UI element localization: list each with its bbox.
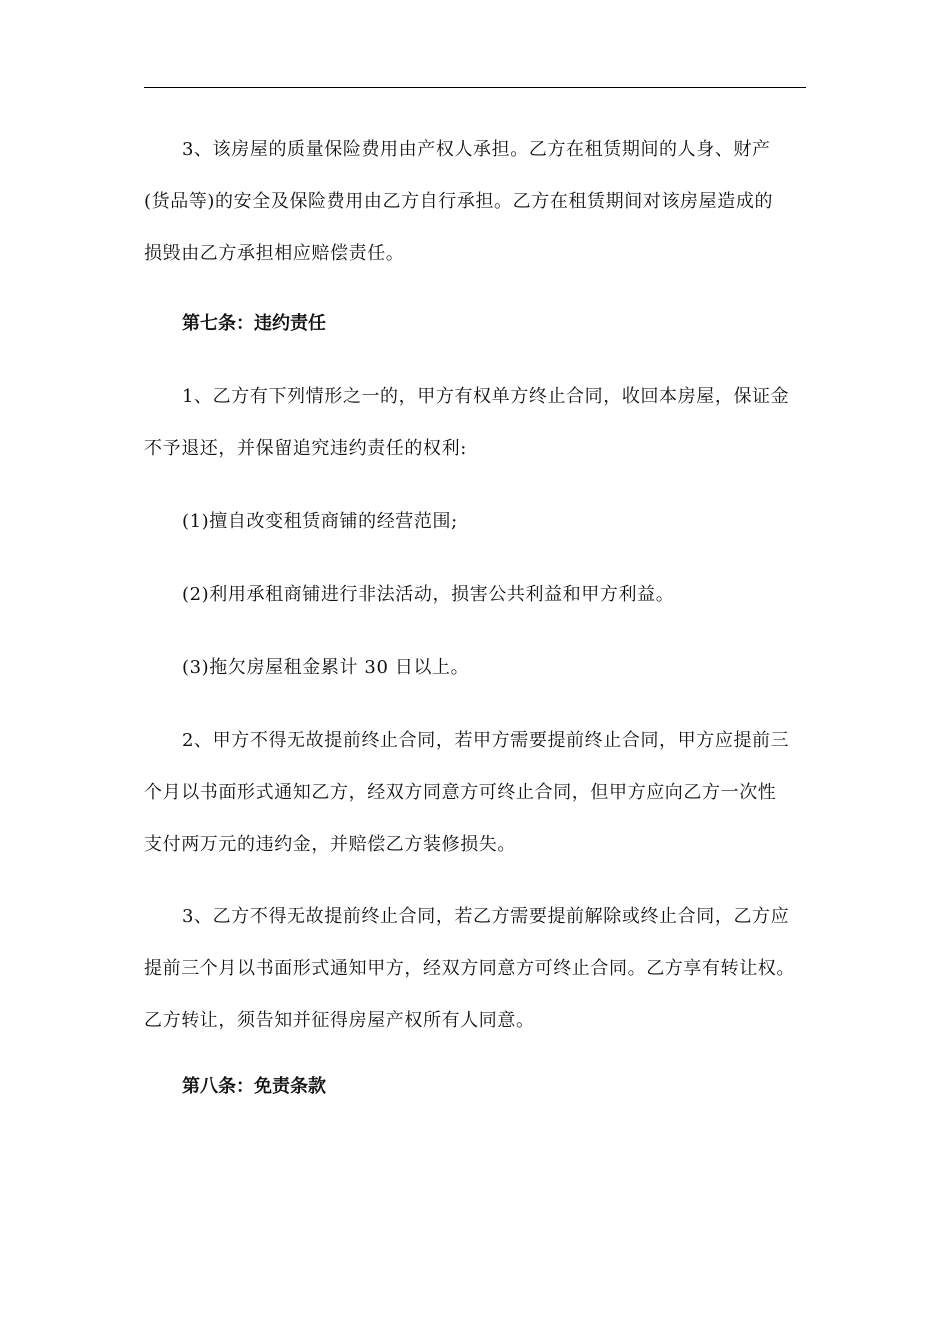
paragraph-line: 不予退还，并保留追究违约责任的权利: [144, 438, 467, 459]
paragraph-line: 损毁由乙方承担相应赔偿责任。 [144, 243, 405, 264]
paragraph-line: 3、该房屋的质量保险费用由产权人承担。乙方在租赁期间的人身、财产 [182, 139, 771, 160]
paragraph-line: (货品等)的安全及保险费用由乙方自行承担。乙方在租赁期间对该房屋造成的 [144, 191, 774, 212]
paragraph-quality-insurance [144, 124, 806, 280]
paragraph-line: 提前三个月以书面形式通知甲方，经双方同意方可终止合同。乙方享有转让权。 [144, 958, 795, 979]
article-7-heading: 第七条：违约责任 [182, 313, 326, 334]
header-rule [144, 87, 806, 88]
article-8-heading: 第八条：免责条款 [182, 1076, 326, 1097]
paragraph-line: 1、乙方有下列情形之一的，甲方有权单方终止合同，收回本房屋，保证金 [182, 386, 790, 407]
list-item-1: (1)擅自改变租赁商铺的经营范围; [182, 511, 458, 532]
paragraph-line: 3、乙方不得无故提前终止合同，若乙方需要提前解除或终止合同，乙方应 [182, 906, 790, 927]
paragraph-party-b-termination [144, 891, 806, 1047]
paragraph-party-a-termination [144, 715, 806, 871]
paragraph-line: 乙方转让，须告知并征得房屋产权所有人同意。 [144, 1010, 535, 1031]
paragraph-line: 个月以书面形式通知乙方，经双方同意方可终止合同，但甲方应向乙方一次性 [144, 782, 777, 803]
paragraph-line: 2、甲方不得无故提前终止合同，若甲方需要提前终止合同，甲方应提前三 [182, 730, 790, 751]
list-item-2: (2)利用承租商铺进行非法活动，损害公共利益和甲方利益。 [182, 584, 675, 605]
list-item-3: (3)拖欠房屋租金累计 30 日以上。 [182, 657, 470, 678]
paragraph-line: 支付两万元的违约金，并赔偿乙方装修损失。 [144, 834, 516, 855]
paragraph-termination-rights [144, 371, 806, 475]
